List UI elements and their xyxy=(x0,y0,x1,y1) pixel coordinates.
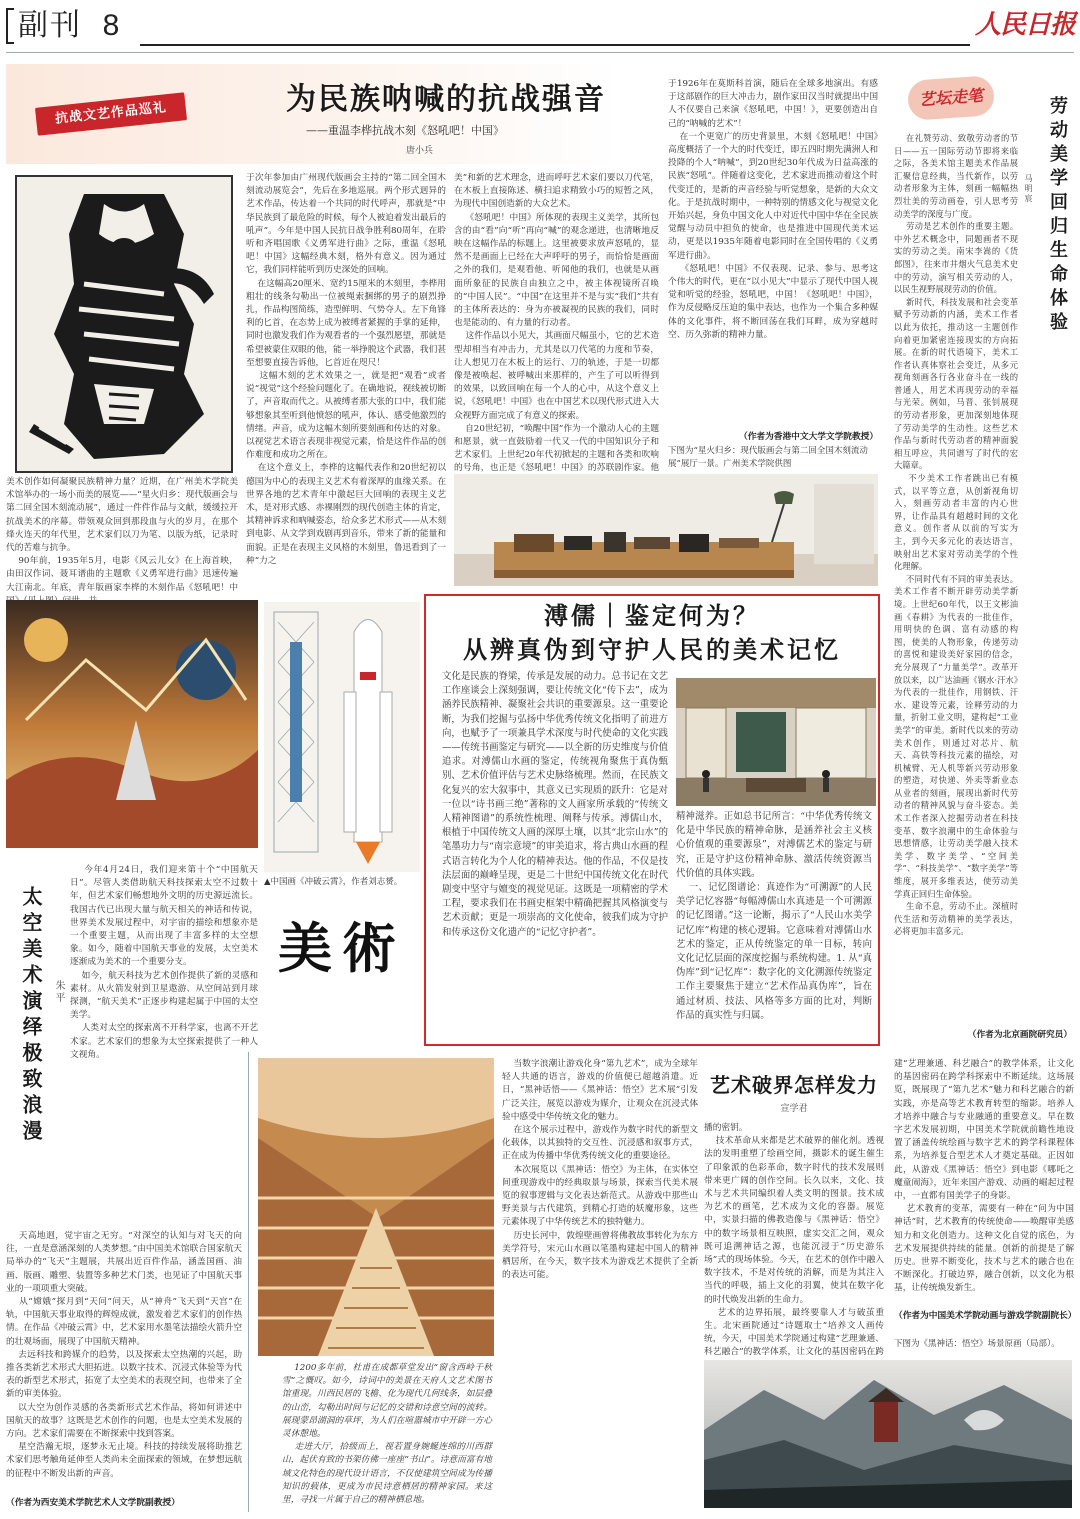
space-image-caption: ▲中国画《冲破云霄》，作者刘志赟。 xyxy=(264,877,403,887)
game-author-note: （作者为中国美术学院动画与游戏学院副院长） xyxy=(894,1311,1077,1321)
sidebar-author-note: （作者为北京画院研究员） xyxy=(967,1030,1072,1040)
space-col-1: 今年4月24日，我们迎来第十个“中国航天日”。尽管人类借助航天科技探索太空不过数十年，但艺术家们畅想地外文明的历史源远流长。我国古代已出现大量与航天相关的神话和传说，世界美术发展过程中，对宇宙的描绘和想象亦是一个重要主题，从而出现了丰富多样的太空想象。如今，随着中国航天事业的发展，太空美术逐渐成为美术的一个重要分支。 如今，航天科技为艺术创作提供了新的灵感和素材。从火箭发射到卫星遨游、从空间站到月球探测，“航天美术”正逐步构建起属于中国的太空美学。 人类对太空的探索离不开科学家，也离不开艺术家。艺术家们的想象为太空探索提供了一种人文视角。 xyxy=(70,865,259,1060)
space-byline: 朱平 xyxy=(53,980,64,1004)
calligraphy-title: 美術 xyxy=(278,916,406,980)
space-painting-art xyxy=(6,600,258,848)
game-col-1: 当数字浪潮让游戏化身“第九艺术”，成为全球年轻人共通的语言，游戏的价值便已超越消遣。近日，“黑神话悟——《黑神话：悟空》艺术展”引发广泛关注，展览以游戏为媒介，让观众在沉浸式体验中感受中华传统文化的魅力。 在这个展示过程中，游戏作为数字时代的新型文化载体，以其独特的交互性、沉浸感和叙事方式，正在成为传播中华优秀传统文化的重要途径。 本次展览以《黑神话：悟空》为主体，在实体空间重现游戏中的经典取景与场景，探索当代美术展览的叙事逻辑与文化表达新范式。从游戏中那些山野美景与古代建筑，到精心打造的妖魔形象，这些元素体现了中华传统艺术的独特魅力。 历史长河中，敦煌壁画曾将佛教故事转化为东方美学符号，宋元山水画以笔墨构建起中国人的精神栖居所，在今天，数字技术为游戏艺术提供了全新的表达可能。 xyxy=(502,1059,699,1281)
main-title: 为民族呐喊的抗战强音 xyxy=(286,82,606,117)
masthead-rule xyxy=(140,44,970,46)
main-article xyxy=(6,64,882,593)
space-col-2: 天高地迥，觉宇宙之无穷。“对深空的认知与对飞天的向往，一直是意涵深刻的人类梦想。”由中国美术馆联合国家航天局举办的“飞天”主题展，共展出近百件作品，涵盖国画、油画、版画、雕塑、装置等多种艺术门类，也见证了中国航天事业的一项项重大突破。 从“嫦娥”探月到“天问”问天，从“神舟”飞天到“天宫”在轨，中国航天事业取得的辉煌成就，激发着艺术家们的创作热情。在作品《冲破云霄》中，艺术家用水墨笔法描绘火箭升空的壮观场面，展现了中国航天精神。 去远科技和跨媒介的趋势，以及探索太空热潮的兴起，助推各类新艺术形式大胆拓进。以数字技术、沉浸式体验等为代表的新型艺术形式，拓宽了太空美术的表现空间，也带来了全新的审美体验。 以大空为创作灵感的各类新形式艺术作品，将如何讲述中国航天的故事？这既是艺术创作的问题，也是太空美术发展的方向。艺术家们需要在不断探索中找到答案。 星空浩瀚无垠，逐梦永无止境。科技的持续发展将助推艺术家们思考触角延伸至人类尚未全面探索的领域，在梦想远航的征程中不断发出新的声音。 xyxy=(6,1231,243,1479)
space-title: 太空美术演绎极致浪漫 xyxy=(19,886,43,1146)
main-author-note: （作者为香港中文大学文学院教授） xyxy=(739,432,878,442)
sidebar-body: 在礼赞劳动、致敬劳动者的节日——五一国际劳动节即将来临之际，各美术馆主题美术作品展汇聚信息经典，当代新作，以劳动者形象为主体，刻画一幅幅热烈壮美的劳动画卷，引人思考劳动美学的深度与广度。 劳动是艺术创作的重要主题。中外艺术概念中，同题画者不现实的劳动之美。南宋李嵩的《货郎图》，往来市井烟火气息美术史中的劳动，演写相关劳动的人，以民生视野展现劳动的价值。 新时代，科技发展和社会变革赋予劳动新的内涵，美术工作者以此为依托，推动这一主题创作向着更加紧密连接现实的方向拓展。在新的时代语境下，美术工作者认真体察社会变迁，从多元视角刻画各行各业奋斗在一线的普通人，用艺术再现劳动的幸福与光荣。例如，马晋、张钊展现的劳动者形象，更加深刻地体现了劳动美学的生动性。这些艺术作品与新时代劳动者的精神面貌相互呼应，共同谱写了时代的宏大篇章。 不少美术工作者跳出已有模式，以平等立意，从创新视角切入，刻画劳动者丰富的内心世界，让作品具有超越时间的文化意义。创作者从以前的写实为主，到今天多元化的表达语言，映射出艺术家对劳动美学的个性化理解。 不同时代有不同的审美表达。美术工作者不断开辟劳动美学新境。上世纪60年代，以王文彬油画《春耕》为代表的一批佳作，用明快的色调、富有动感的构图，使美的人物形象，传递劳动的喜悦和建设美好家园的信念，充分展现了“力量美学”。改革开放以来，以广达油画《钢水·汗水》为代表的一批佳作，用钢铁、汗水、建设等元素，诠释劳动的力量，折射工业文明，建构起“工业美学”的审美。新时代以来的劳动美术创作，则通过对芯片、航天、高铁等科技元素的描绘，对机械臂、无人机等新兴劳动形象的塑造，对快递、外卖等新业态从业者的刻画，展现出新时代劳动者的精神风貌与奋斗姿态。美术工作者深入挖掘劳动者在科技变革、数字浪潮中的生命体验与思想情感，让劳动美学融入技术美学、数字美学、“空间美学”、“科技美学”、“数字美学”等维度，展开多维表达，使劳动美学真正回归生命体验。 生命不息，劳动不止。深植时代生活和劳动精神的美学表达，必将更加丰富多元。 xyxy=(894,133,1018,937)
center-col-2: 精神滋养。正如总书记所言：“中华优秀传统文化是中华民族的精神命脉，是涵养社会主义核心价值观的重要源泉”，对溥儒艺术的鉴定与研究，正是守护这份精神命脉、激活传统资源当代价值的具体实践。 一、记忆图谱论：真迹作为“可溯源”的人民美学记忆容器“每幅溥儒山水真迹是一个可溯源的记忆图谱。”这一论断，揭示了“人民山水美学记忆库”构建的核心逻辑。它意味着对溥儒山水艺术的鉴定，正从传统鉴定的单一目标，转向文化记忆层面的深度挖掘与系统构建。1. 从“真伪库”到“记忆库”：数字化的文化溯源传统鉴定工作主要聚焦于建立“艺术作品真伪库”，旨在通过材质、技法、风格等多方面的比对，判断作品的真实性与归属。 xyxy=(676,811,872,1021)
game-scene-painting xyxy=(704,1360,1072,1508)
woodcut-print xyxy=(14,174,234,474)
section-label xyxy=(18,6,138,46)
center-title-2: 从辨真伪到守护人民的美术记忆 xyxy=(463,635,841,664)
sidebar-badge xyxy=(907,75,996,121)
exhibition-photo-art xyxy=(454,474,878,586)
masthead-rule-2 xyxy=(6,52,1074,53)
main-byline: 唐小兵 xyxy=(406,146,434,156)
game-col-3: 建“艺理兼通、科艺融合”的教学体系，让文化的基因密码在跨学科探索中不断延续。这场展览，既展现了“第九艺术”魅力和科艺融合的新实践，亦是高等艺术教育转型的缩影。培养人才培养中融合与专业融通的重要意义。早在数字艺术发展初期，中国美术学院就前瞻性地设置了涵盖传统绘画与数字艺术的跨学科课程体系，为培养复合型艺术人才奠定基础。正因如此，从游戏《黑神话：悟空》到电影《哪吒之魔童闹海》，近年来国产游戏、动画的崛起过程中，一直都有国美学子的身影。 艺术教育的变革，需要有一种在“问为中国神话”时，艺术教育的传统使命——唤醒审美感知力和文化创造力。这种文化自觉的底色，为艺术发展提供持续的能量。创新的前提是了解历史。世界不断变化，技术与艺术的融合也在不断深化。打破边界，融合创新，以文化为根基，让传统焕发新生。 xyxy=(894,1059,1074,1294)
gallery-photo-art xyxy=(676,678,876,806)
library-photo-art xyxy=(258,1058,494,1356)
column-divider xyxy=(248,1052,249,1512)
section-name: 副刊 xyxy=(18,9,82,42)
main-col-3: 美”和新的艺术理念，进而呼吁艺术家们要以刀代笔，在木板上直接陈述、横扫追求精致小巧的短暂之风，为现代中国创造新的大众艺术。 《怒吼吧！中国》所体现的表现主义美学，其所包含的由“看”向“听”再向“喊”的观念递进，也清晰地反映在这幅作品的标题上。这里被要求放声怒吼的，显然不是画面上已经在大声呼吁的男子，而恰恰是画面之外的我们，是观看他、听闻他的我们，也就是从画面所象征的民族自由独立之中，被主体视镜所召唤的“中国人民”。“中国”在这里并不是与实“我们”共有的主体所表达的：身为亦被凝视的民族的我们，同时也是能动的、有力量的行动者。 这件作品以小见大，其画面尺幅虽小，它的艺术造型却相当有冲击力，尤其是以刀代笔的力度和节奏，让人想见刀在木板上的运行、刀的轨迹，于是一切都像是被唤起、被呼喊出来那样的，产生了可以听得到的效果，以致回响在每一个人的心中，从这个意义上说，《怒吼吧！中国》也在中国艺术以现代形式进入大众视野方面完成了有意义的探索。 自20世纪初，“唤醒中国”作为一个激动人心的主题和愿景，就一直鼓励着一代又一代的中国知识分子和艺术家们。上世纪20年代初掀起的主题和各类和吹响的号角，也正是《怒吼吧！中国》的苏联剧作家。他 xyxy=(454,173,660,474)
library-photo xyxy=(258,1058,494,1356)
main-subtitle: ——重温李桦抗战木刻《怒吼吧！中国》 xyxy=(306,124,504,137)
masthead xyxy=(0,0,1080,60)
game-title: 艺术破界怎样发力 xyxy=(710,1073,878,1097)
game-col-2: 播的密钥。 技术革命从来都是艺术破界的催化剂。透视法的发明重塑了绘画空间，摄影术的诞生催生了印象派的色彩革命，数字时代的技术发展则带来更广阔的创作空间。长久以来，文化、技术与艺术共同编织着人类文明的图景。技术成为艺术的画笔，艺术成为文化的容器。展览中，实景扫描的佛教造像与《黑神话：悟空》中的数字场景相互映照，虚实交汇之间，观众既可追溯神话之源，也能沉浸于“历史游乐场”式的现场体验。今天，在艺术的创作中融入数字技术，不是对传统的消解，而是为其注入当代的呼吸，插上文化的羽翼，使其在数字化的时代焕发出新的生命力。 艺术的边界拓展，最终要靠人才与破茧重生。北宋画院通过“诗题取士”培养文人画传统，今天，中国美术学院通过构建“艺理兼通、科艺融合”的教学体系，让文化的基因密码在跨 xyxy=(704,1123,885,1358)
game-article xyxy=(254,1052,1076,1512)
rocket-painting xyxy=(264,602,420,872)
center-col-1: 文化是民族的脊梁，传承是发展的动力。总书记在文艺工作座谈会上深刻强调，要让传统文化“传下去”，成为涵养民族精神、凝聚社会共识的重要源泉。这一重要论断，为我们挖掘与弘扬中华优秀传统文化指明了前进方向，也赋予了一项兼具学术深度与时代使命的文化实践——传统书画鉴定与研究——以全新的历史维度与价值追求。对溥儒山水画的鉴定，传统视角聚焦于真伪甄别、艺术价值评估与艺术史脉络梳理。然而，在民族文化复兴的宏大叙事中，其意义已实现质的跃升：它是对一位以“诗书画三绝”著称的文人画家所承载的“传统文人精神图谱”的系统性梳理、阐释与传承。溥儒山水，根植于中国传统文人画的深厚土壤，以其“北宗山水”的笔墨功力与“南宗意境”的审美追求，将古典山水画的程式语言转化为个人化的精神表达。他的作品，不仅是技法层面的巅峰呈现，更是二十世纪中国传统文化在时代剧变中坚守与嬗变的视觉见证。这既是一项精密的学术工程，要求我们在书画史框架中精确把握其风格演变与艺术贡献；更是一项崇高的文化使命，彼我们成为守护和传承这份文化遗产的“记忆守护者”。 xyxy=(442,671,668,938)
game-col-under-photo: 1200多年前，杜甫在成都草堂发出“窗含西岭千秋雪”之慨叹。如今，诗词中的美景在天府人文艺术图书馆重现。川西民居的飞檐、化为现代几何线条，如层叠的山峦，勾勒出时间与记忆的交错和诗意空间的流转。展现蒙昂湖洞的草坪，为人们在喧嚣城市中开辟一方心灵休憩地。 走进大厅，拾级而上，视若置身婉蜒连绵的川西群山，起伏有致的书架仿佛一座座“书山”。诗意而富有地域文化特色的现代设计语言，不仅使建筑空间成为传播知识的载体，更成为市民诗意栖居的精神家园。来这里，寻找一片属于自己的精神栖息地。 xyxy=(282,1363,493,1506)
center-title-1: 溥儒｜鉴定何为？ xyxy=(544,601,760,630)
main-photo-caption: 下图为“星火归乡：现代版画会与第二回全国木刻流动展”展厅一景。广州美术学院供图 xyxy=(668,446,868,469)
newspaper-logo: 人民日报 xyxy=(975,10,1076,40)
sidebar-badge-text: 艺坛走笔 xyxy=(918,85,984,110)
space-painting xyxy=(6,600,258,848)
sidebar-byline: 马明宸 xyxy=(1024,174,1033,204)
banner-tag-text: 抗战文艺作品巡礼 xyxy=(54,100,168,127)
masthead-bracket xyxy=(6,8,14,44)
game-scene-art xyxy=(704,1360,1072,1508)
sidebar-title: 劳动美学回归生命体验 xyxy=(1047,96,1068,336)
game-byline: 宣学君 xyxy=(780,1104,808,1114)
main-col-4: 于1926年在莫斯科首演，随后在全球多地演出。有感于这部剧作的巨大冲击力，剧作家田汉当时就提出中国人不仅要自己来演《怒吼吧，中国！》，更要创造出自己的“呐喊的艺术”！ 在一个更宽广的历史背景里，木刻《怒吼吧！中国》高度概括了一个大的时代变迁，即五四时期先满洲人和投降的个人“呐喊”，到20世纪30年代成为日益高涨的民族“怒吼”。伴随着这变化，艺术家进而推动着这个时代变迁的，是新的声音经验与听觉想象，是新的大众文化。于是抗战时期中，一种特别的情感文化与视觉文化开始兴起，身负中国文化人中对近代中国中华在全民族觉醒与动员中担负的使命，也是推进中国现代美术运动，更是以1935年随着电影同时在全国传唱的《义勇军进行曲》。 《怒吼吧！中国》不仅表现、记录、参与、思考这个伟大的时代，更在“以小见大”中显示了现代中国人视觉和听觉的经验，怒吼吧，中国！《怒吼吧！中国》，作为反侵略反压迫的集中表达，也作为一个集合多种媒体的文化事件，将不断回荡在我们耳畔，成为穿越时空、历久弥新的精神力量。 xyxy=(668,79,879,340)
rocket-art xyxy=(264,602,420,872)
main-col-2: 于次年参加由广州现代版画会主持的“第二回全国木刻流动展览会”，先后在多地巡展。两个形式迥异的艺术作品，传达着一个共同的时代呼声，那就是“中华民族到了最危险的时候，每个人被迫着发出最后的吼声”。今年是中国人民抗日战争胜利80周年，在聆听和齐唱国歌《义勇军进行曲》之际，重温《怒吼吧！中国》这幅经典木刻，格外有意义。因为通过它，我们同样能听到历史深处的回响。 在这幅高20厘米、宽约15厘米的木刻里，李桦用粗壮的线条勾勒出一位被绳索捆绑的男子的剧烈挣扎，作品构图简练，造型鲜明、气势夺人。左下角锋利的匕首，在态势上成为被缚者紧握的手掌的延伸，同时也激发我们作为观看者的一个强烈愿望，那就是希望被蒙住双眼的他，能一举挣脱这个武器，我们甚至想要直接告诉他，匕首近在咫尺！ 这幅木刻的艺术效果之一，就是把“观看”或者说“视觉”这个经验问题化了。在确地说，视线被切断了，声音取而代之。从被缚者那大张的口中，我们能够想象其至听到他愤怒的吼声，体认、感受他激烈的情绪。声音，成为这幅木刻所要刻画和传达的对象。以视觉艺术语言表现非视觉元素，恰是这件作品的创作难度和成功之所在。 在这个意义上，李桦的这幅代表作和20世纪初以德国为中心的表现主义艺术有着深厚的血缘关系。在世界各地的艺术青年中激起巨大回响的表现主义艺术，是对形式感、赤裸刚烈的现代创造主体的肯定，其精神诉求和吶喊姿态，给众多艺术形式——从木刻到电影、从文学到戏剧再到音乐，带来了新的能量和面貌。正是在表现主义风格的木刻里，鲁迅看到了一种“力之 xyxy=(246,173,447,566)
game-photo-caption: 下图为《黑神话：悟空》场景原画（局部）。 xyxy=(894,1339,1060,1349)
sidebar-article xyxy=(892,64,1076,1046)
center-article xyxy=(424,594,880,1046)
woodcut-image xyxy=(14,174,234,474)
space-author-note: （作者为西安美术学院艺术人文学院副教授） xyxy=(6,1498,180,1508)
exhibition-photo xyxy=(454,474,878,586)
main-col-under-image: 美术创作如何凝聚民族精神力量？近期，在广州美术学院美术馆举办的一场小而美的展览——“星火归乡：现代版画会与第二回全国木刻流动展”，通过一件件作品与文献，缓缓拉开抗战美术的序幕。带领观众回到那段血与火的岁月，在那个烽火连天的年代里，艺术家们以刀为笔、以版为纸，记录时代的苦难与抗争。 90年前，1935年5月，电影《风云儿女》在上海首映，由田汉作词、聂耳谱曲的主题歌《义勇军进行曲》迅速传遍大江南北。年底，青年版画家李桦的木刻作品《怒吼吧！中 xyxy=(6,477,238,593)
page-number: 8 xyxy=(102,9,122,42)
gallery-photo xyxy=(676,678,876,806)
